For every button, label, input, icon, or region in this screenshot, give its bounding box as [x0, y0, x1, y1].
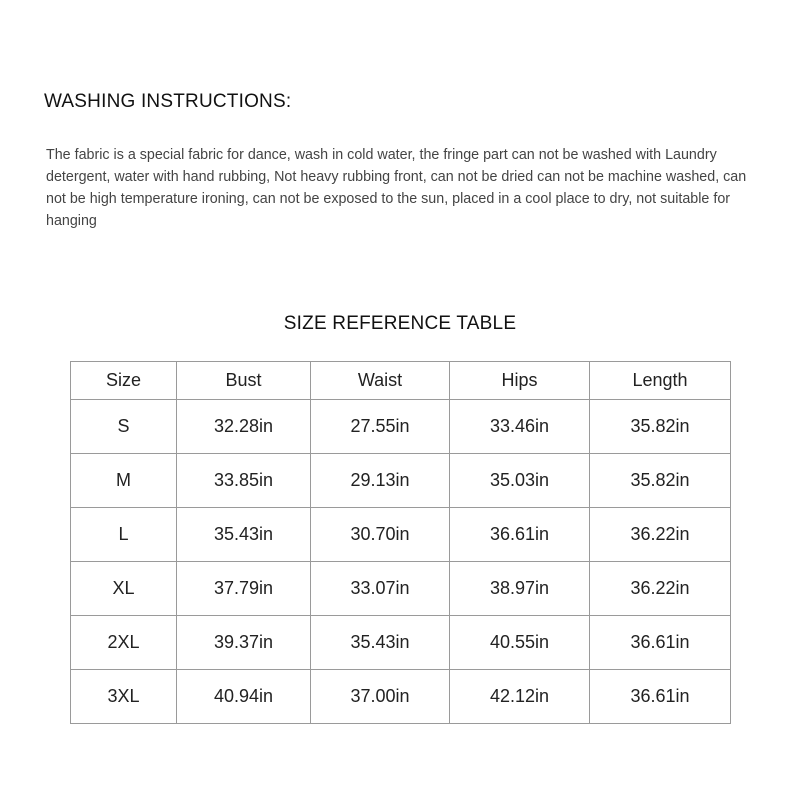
washing-instructions-heading: WASHING INSTRUCTIONS: — [44, 91, 292, 112]
cell-length: 36.61in — [590, 616, 731, 670]
cell-bust: 39.37in — [177, 616, 311, 670]
table-row — [71, 616, 731, 670]
header-length: Length — [590, 362, 731, 400]
washing-instructions-text: The fabric is a special fabric for dance, wash in cold water, the fringe part can not be washed with Laundry detergent, water with hand rubbing, Not heavy rubbing front, can not be dried can not be machine washed, can not be high temperature ironing, can not be exposed to the sun, placed in a cool place to dry, not suitable for hanging — [46, 147, 747, 229]
cell-bust: 32.28in — [177, 400, 311, 454]
size-table-title: SIZE REFERENCE TABLE — [283, 313, 517, 334]
cell-waist: 37.00in — [311, 670, 450, 724]
cell-hips: 38.97in — [450, 562, 590, 616]
cell-hips: 42.12in — [450, 670, 590, 724]
cell-size: L — [71, 508, 177, 562]
cell-length: 36.61in — [590, 670, 731, 724]
cell-size: XL — [71, 562, 177, 616]
cell-hips: 35.03in — [450, 454, 590, 508]
cell-length: 36.22in — [590, 562, 731, 616]
cell-size: S — [71, 400, 177, 454]
cell-bust: 37.79in — [177, 562, 311, 616]
cell-bust: 40.94in — [177, 670, 311, 724]
cell-bust: 35.43in — [177, 508, 311, 562]
header-size: Size — [71, 362, 177, 400]
header-hips: Hips — [450, 362, 590, 400]
header-waist: Waist — [311, 362, 450, 400]
cell-hips: 36.61in — [450, 508, 590, 562]
table-row — [71, 508, 731, 562]
size-reference-table — [70, 361, 731, 724]
header-bust: Bust — [177, 362, 311, 400]
cell-hips: 33.46in — [450, 400, 590, 454]
cell-waist: 30.70in — [311, 508, 450, 562]
cell-size: 3XL — [71, 670, 177, 724]
table-row — [71, 670, 731, 724]
table-row — [71, 454, 731, 508]
cell-waist: 33.07in — [311, 562, 450, 616]
table-header-row — [71, 362, 731, 400]
table-row — [71, 562, 731, 616]
cell-size: 2XL — [71, 616, 177, 670]
table-row — [71, 400, 731, 454]
cell-hips: 40.55in — [450, 616, 590, 670]
cell-length: 35.82in — [590, 454, 731, 508]
cell-waist: 29.13in — [311, 454, 450, 508]
cell-bust: 33.85in — [177, 454, 311, 508]
cell-waist: 35.43in — [311, 616, 450, 670]
cell-size: M — [71, 454, 177, 508]
cell-waist: 27.55in — [311, 400, 450, 454]
cell-length: 36.22in — [590, 508, 731, 562]
cell-length: 35.82in — [590, 400, 731, 454]
